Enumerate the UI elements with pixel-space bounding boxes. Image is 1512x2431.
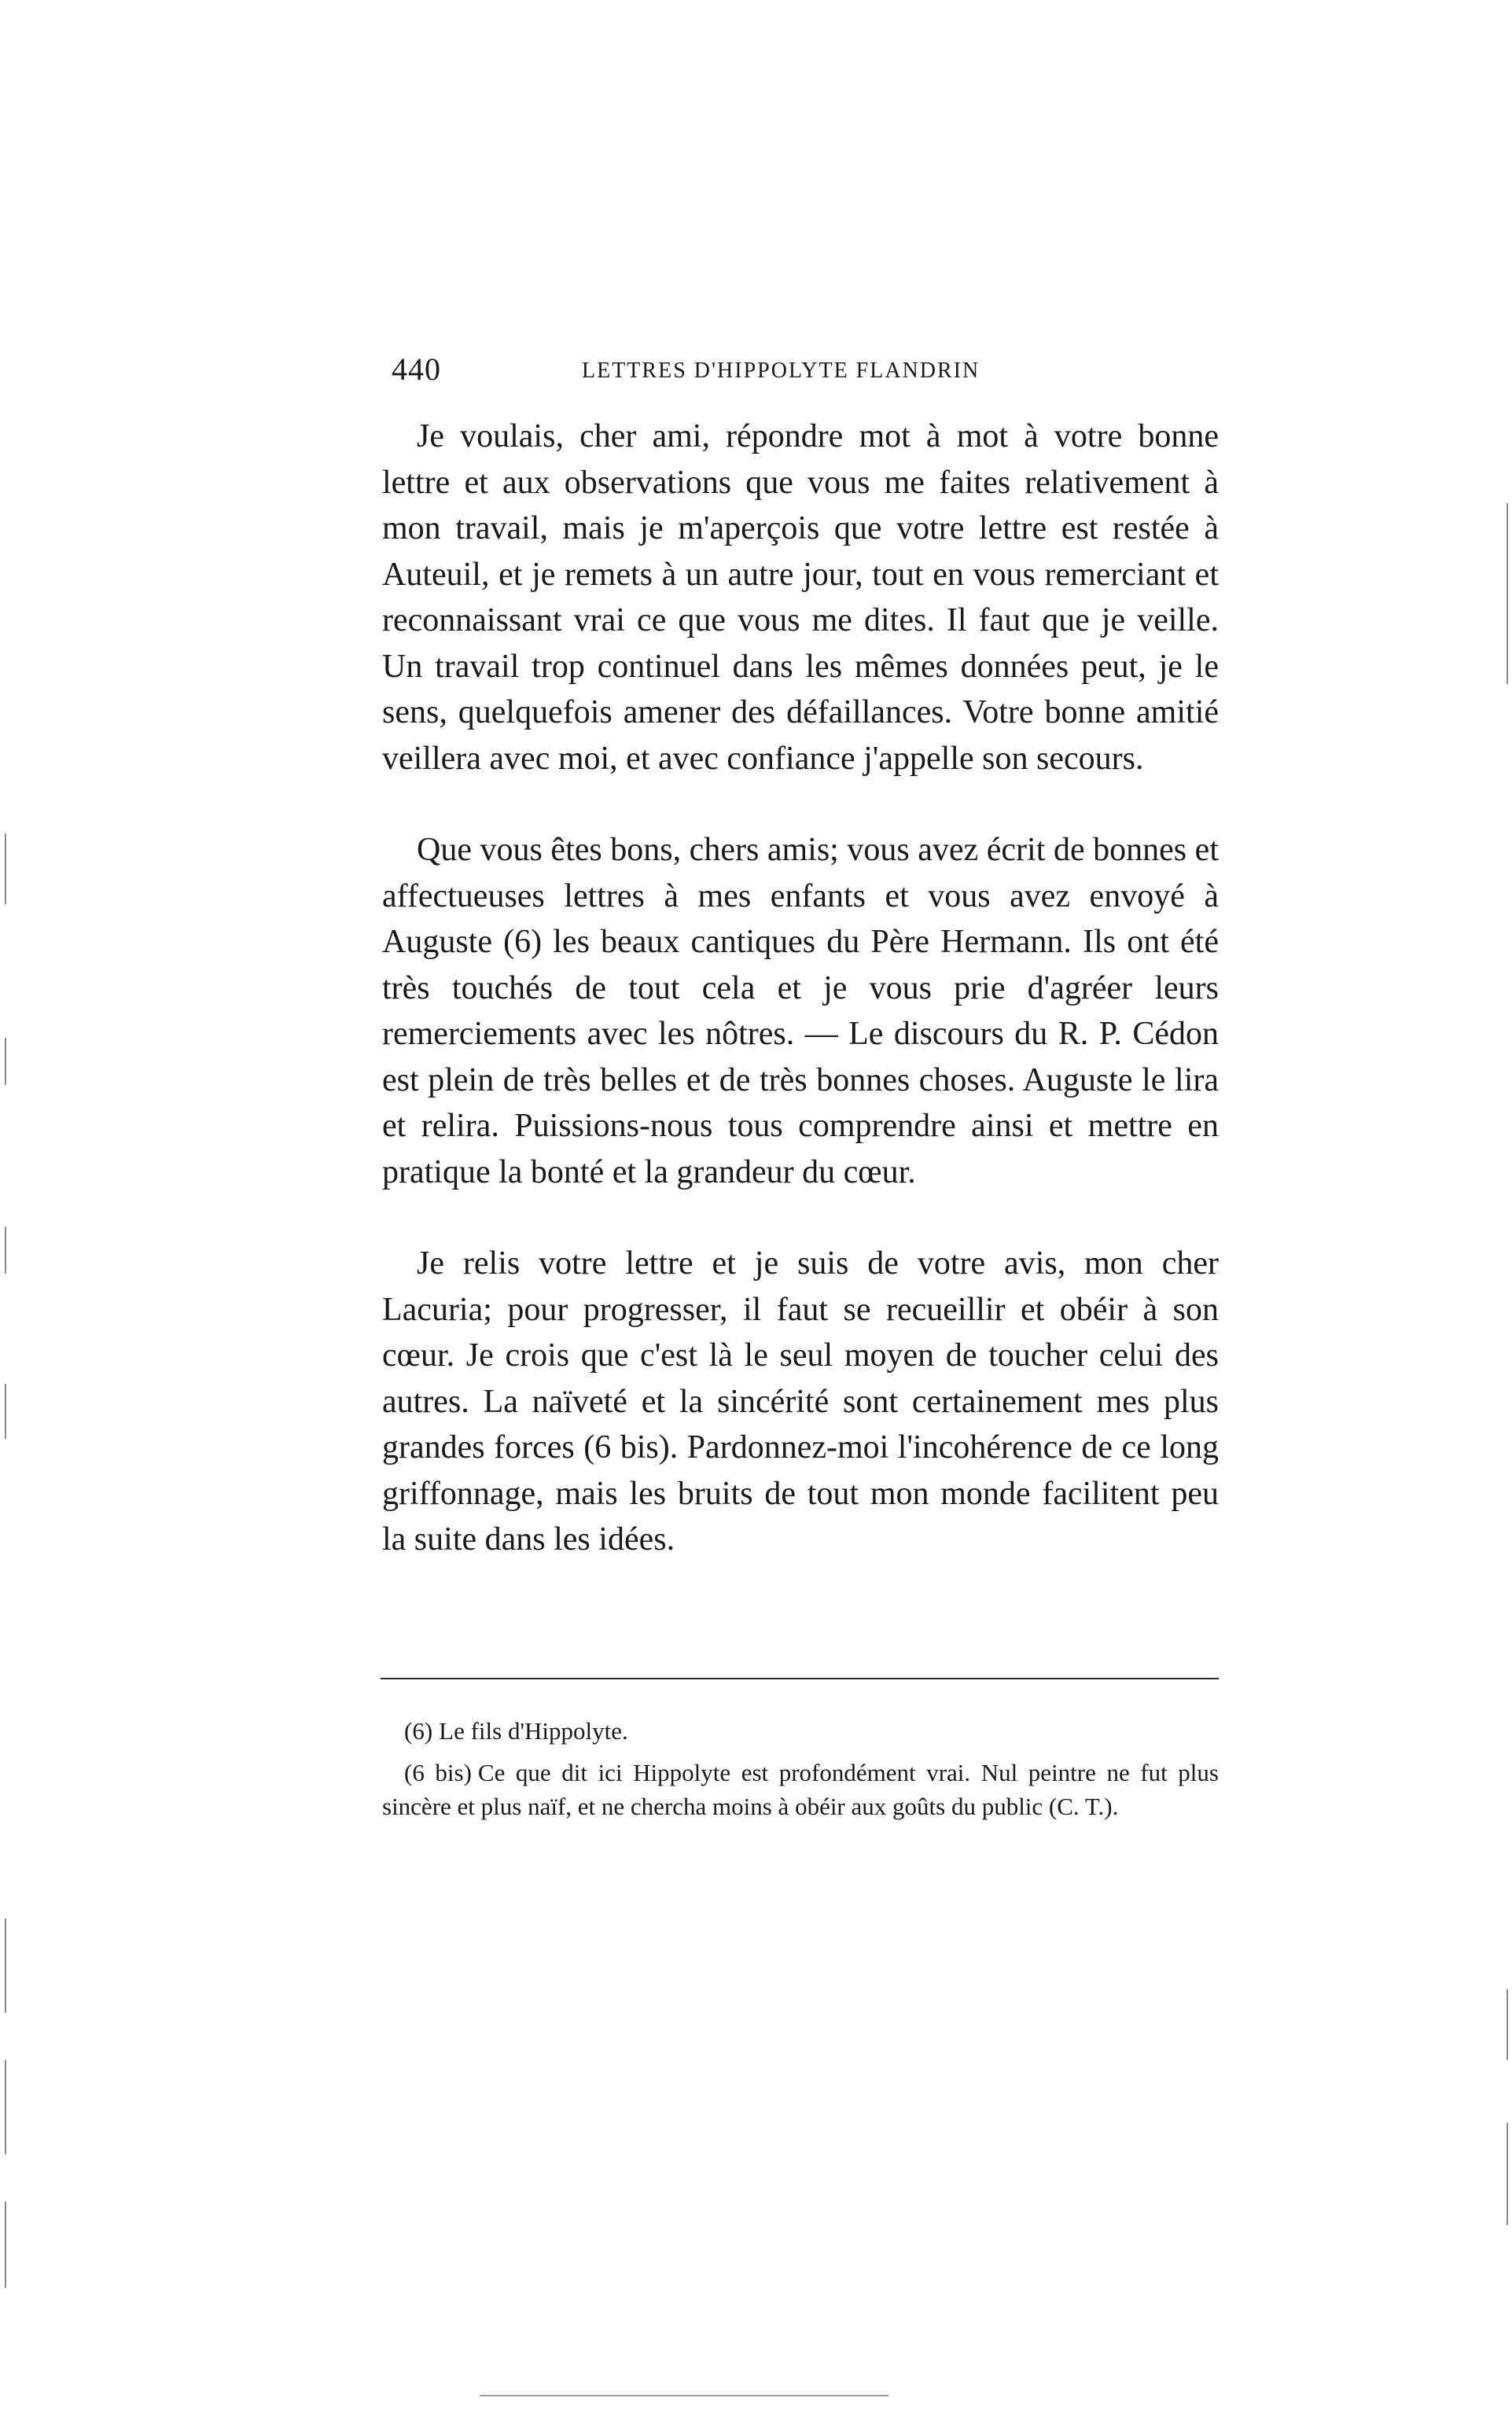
footnote-marker: (6) <box>404 1717 433 1745</box>
running-title: LETTRES D'HIPPOLYTE FLANDRIN <box>582 359 980 383</box>
scan-edge-mark <box>5 2060 6 2154</box>
paragraph: Je relis votre lettre et je suis de votre avis, mon cher Lacuria; pour progresser, il faut se recueillir et obéir à son cœur. Je crois que c'est là le seul moyen de toucher celui des autres. La naïveté et la sincérité sont certainement mes plus grandes forces (6 bis). Pardonnez-moi l'incohérence de ce long griffonnage, mais les bruits de tout mon monde facilitent peu la suite dans les idées. <box>382 1245 1219 1558</box>
scan-edge-mark <box>5 1038 6 1085</box>
footnotes <box>382 1714 1219 1831</box>
letter-body <box>382 414 1219 1563</box>
page-number: 440 <box>392 351 441 387</box>
scan-edge-mark <box>1506 2123 1508 2225</box>
paragraph: Je voulais, cher ami, répondre mot à mot à votre bonne lettre et aux observations que vous me faites relativement à mon travail, mais je m'aperçois que votre lettre est restée à Auteuil, et je remets à un autre jour, tout en vous remerciant et reconnaissant vrai ce que vous me dites. Il faut que je veille. Un travail trop continuel dans les mêmes données peut, je le sens, quelquefois amener des défaillances. Votre bonne amitié veillera avec moi, et avec confiance j'appelle son secours. <box>382 418 1219 777</box>
scan-edge-mark <box>5 1227 6 1274</box>
scan-edge-mark <box>5 1918 6 2013</box>
footnote-marker: (6 bis) <box>404 1759 472 1786</box>
footnote-text: Le fils d'Hippolyte. <box>439 1717 628 1745</box>
scan-edge-mark <box>5 833 6 904</box>
footnote-text: Ce que dit ici Hippolyte est profondément vrai. Nul peintre ne fut plus sincère et plus naïf, et ne chercha moins à obéir aux goûts du public (C. T.). <box>382 1759 1219 1820</box>
scan-edge-mark <box>5 1384 6 1439</box>
scan-edge-mark <box>5 2201 6 2288</box>
scan-bottom-line <box>480 2395 888 2396</box>
footnote-separator <box>381 1678 1219 1679</box>
page-header <box>385 351 1219 390</box>
footnote <box>382 1756 1219 1823</box>
footnote <box>382 1714 1219 1748</box>
scan-edge-mark <box>1506 503 1508 684</box>
scan-edge-mark <box>1506 1989 1508 2060</box>
paragraph: Que vous êtes bons, chers amis; vous avez écrit de bonnes et affectueuses lettres à mes enfants et vous avez envoyé à Auguste (6) les beaux cantiques du Père Hermann. Ils ont été très touchés de tout cela et je vous prie d'agréer leurs remerciements avec les nôtres. — Le discours du R. P. Cédon est plein de très belles et de très bonnes choses. Auguste le lira et relira. Puissions-nous tous comprendre ainsi et mettre en pratique la bonté et la grandeur du cœur. <box>382 832 1219 1190</box>
